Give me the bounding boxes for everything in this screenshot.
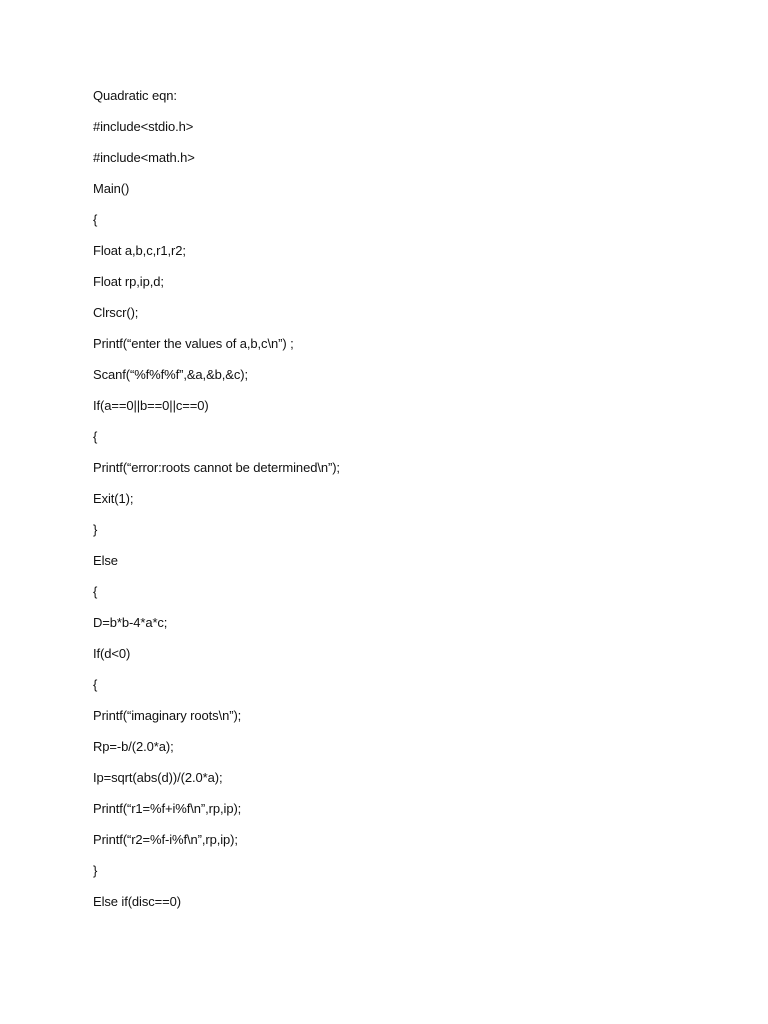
text-line: Else if(disc==0)	[93, 894, 181, 909]
text-line: Exit(1);	[93, 491, 134, 506]
text-line: Printf(“error:roots cannot be determined\n”);	[93, 460, 340, 475]
text-line: If(d<0)	[93, 646, 131, 661]
code-listing	[93, 86, 340, 923]
text-line: Quadratic eqn:	[93, 88, 177, 103]
text-line: Float a,b,c,r1,r2;	[93, 243, 186, 258]
text-line: Scanf(“%f%f%f”,&a,&b,&c);	[93, 367, 248, 382]
text-line: Clrscr();	[93, 305, 139, 320]
text-line: #include<stdio.h>	[93, 119, 194, 134]
text-line: Rp=-b/(2.0*a);	[93, 739, 174, 754]
text-line: If(a==0||b==0||c==0)	[93, 398, 209, 413]
text-line: Printf(“r2=%f-i%f\n”,rp,ip);	[93, 832, 238, 847]
text-line: Main()	[93, 181, 130, 196]
text-line: Else	[93, 553, 118, 568]
text-line: {	[93, 584, 98, 599]
text-line: Float rp,ip,d;	[93, 274, 164, 289]
text-line: Printf(“r1=%f+i%f\n”,rp,ip);	[93, 801, 242, 816]
text-line: }	[93, 522, 98, 537]
text-line: {	[93, 212, 98, 227]
text-line: {	[93, 429, 98, 444]
text-line: {	[93, 677, 98, 692]
text-line: }	[93, 863, 98, 878]
text-line: Printf(“enter the values of a,b,c\n”) ;	[93, 336, 294, 351]
text-line: Ip=sqrt(abs(d))/(2.0*a);	[93, 770, 223, 785]
text-line: Printf(“imaginary roots\n”);	[93, 708, 242, 723]
text-line: #include<math.h>	[93, 150, 195, 165]
text-line: D=b*b-4*a*c;	[93, 615, 168, 630]
